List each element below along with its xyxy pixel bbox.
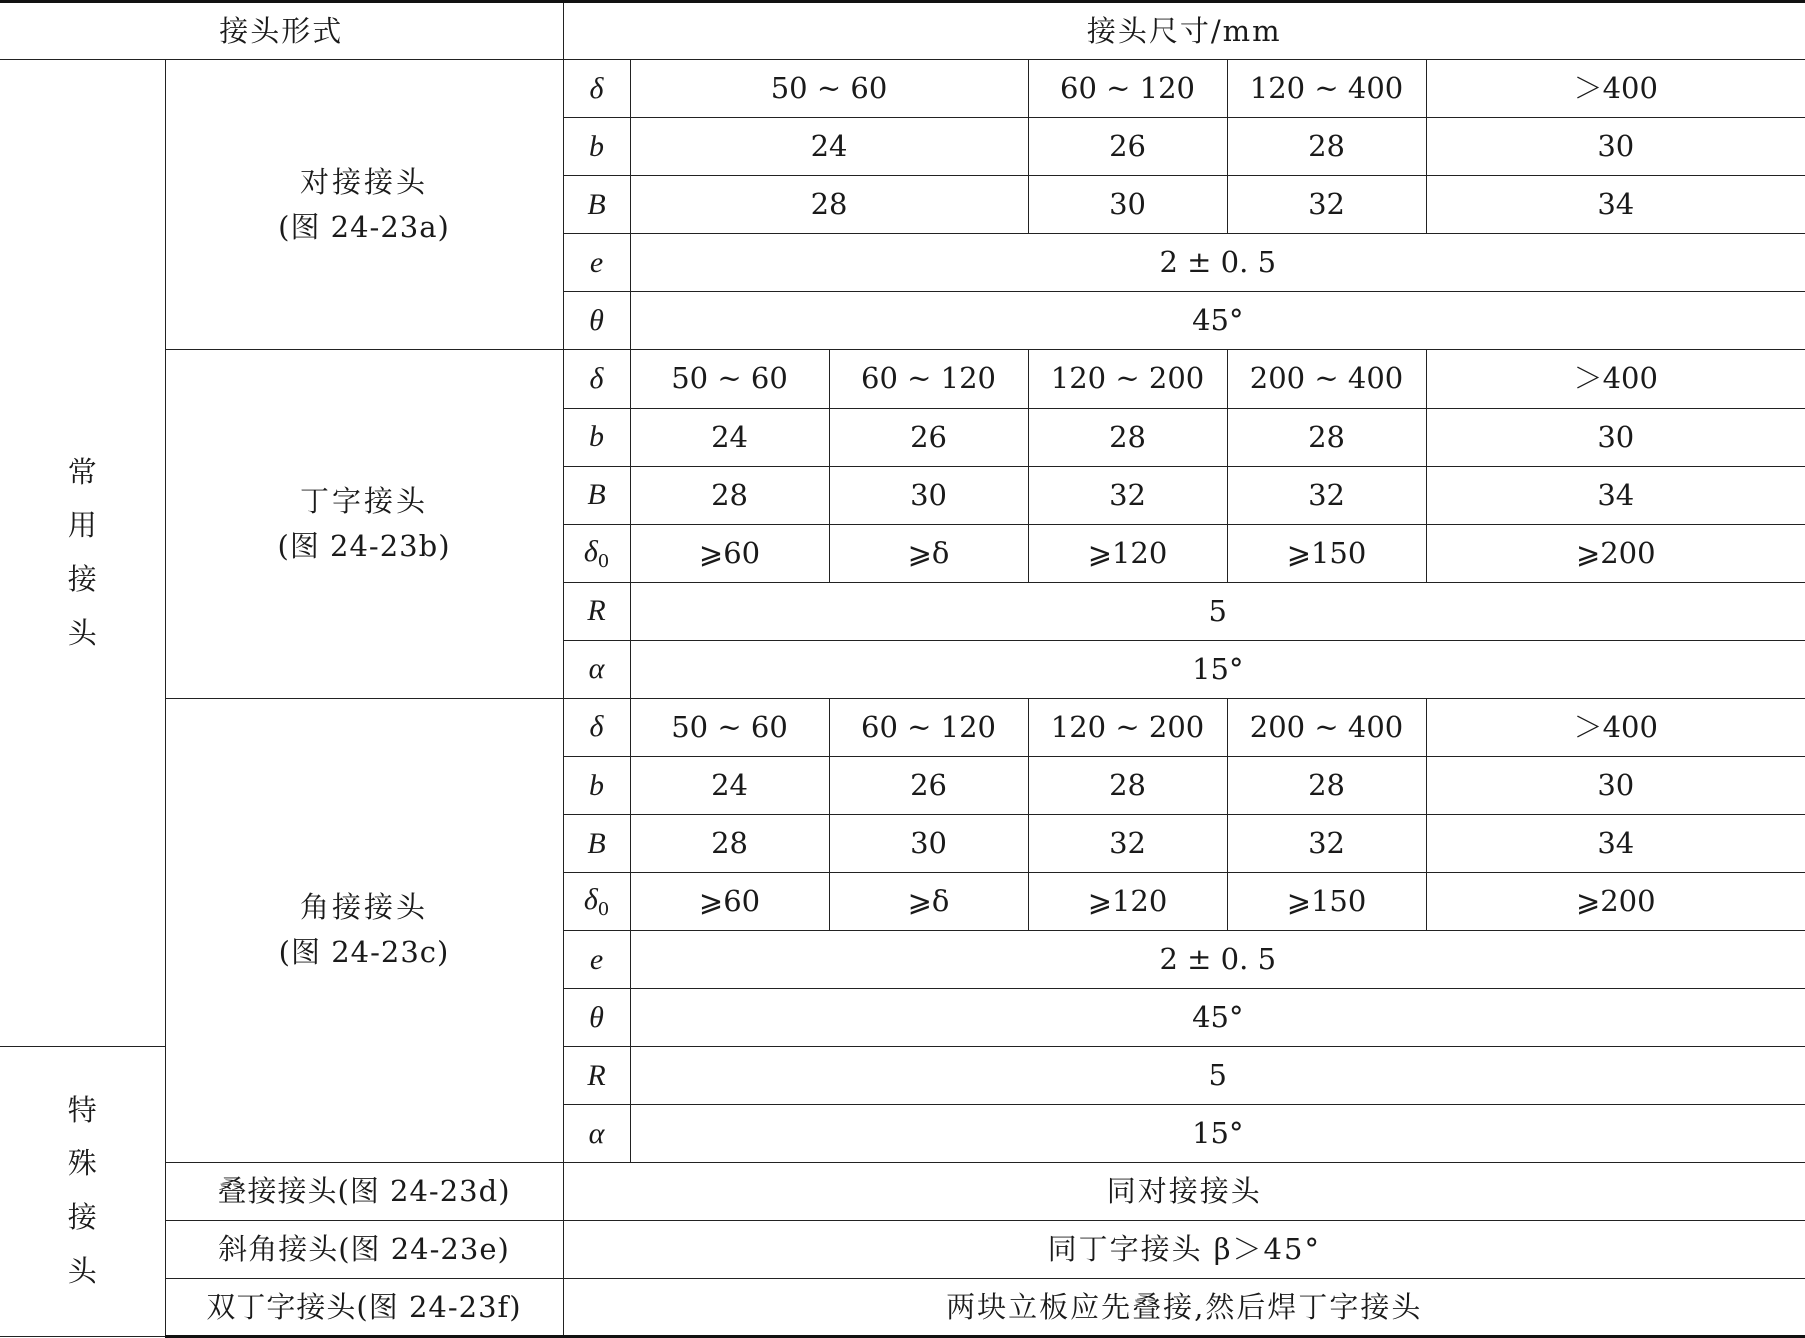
symbol-label: B xyxy=(587,187,606,221)
special-row xyxy=(0,1221,1805,1279)
special-joint-value: 两块立板应先叠接,然后焊丁字接头 xyxy=(563,1279,1805,1337)
category-common xyxy=(0,60,165,1046)
value-cell: 32 xyxy=(1227,815,1426,873)
value-cell: 28 xyxy=(1227,118,1426,176)
value-cell: 45° xyxy=(630,989,1805,1047)
symbol-cell xyxy=(563,524,630,582)
value-cell: 34 xyxy=(1426,176,1805,234)
value-cell: ⩾200 xyxy=(1426,873,1805,931)
symbol-label: R xyxy=(587,594,606,627)
category-special-label: 特殊接头 xyxy=(67,1092,97,1288)
special-row xyxy=(0,1163,1805,1221)
symbol-label: θ xyxy=(589,1000,604,1034)
value-cell: ⩾120 xyxy=(1028,524,1227,582)
symbol-cell xyxy=(563,757,630,815)
symbol-label: b xyxy=(589,768,605,802)
value-cell: ⩾150 xyxy=(1227,524,1426,582)
symbol-cell xyxy=(563,1105,630,1163)
value-cell: 30 xyxy=(1028,176,1227,234)
value-cell: 50 ~ 60 xyxy=(630,60,1028,118)
joint-name-cell xyxy=(165,350,563,699)
symbol-label: α xyxy=(588,1116,605,1150)
value-cell: 32 xyxy=(1028,815,1227,873)
value-cell: 200 ~ 400 xyxy=(1227,698,1426,757)
value-cell: 28 xyxy=(630,176,1028,234)
value-cell: 120 ~ 400 xyxy=(1227,60,1426,118)
value-cell: 200 ~ 400 xyxy=(1227,350,1426,409)
symbol-cell xyxy=(563,350,630,409)
value-cell: 28 xyxy=(1227,757,1426,815)
value-cell: 30 xyxy=(829,815,1028,873)
header-joint-type: 接头形式 xyxy=(0,2,563,60)
symbol-cell xyxy=(563,698,630,757)
value-cell: 30 xyxy=(829,466,1028,524)
category-stack xyxy=(0,60,165,1336)
symbol-label: R xyxy=(587,1058,606,1092)
value-cell: 45° xyxy=(630,292,1805,350)
value-cell: 24 xyxy=(630,408,829,466)
symbol-label: B xyxy=(587,826,606,860)
value-cell: 26 xyxy=(829,757,1028,815)
category-common-label: 常用接头 xyxy=(67,454,97,650)
symbol-label: θ xyxy=(589,303,604,337)
value-cell: 28 xyxy=(630,815,829,873)
table-row xyxy=(0,60,1805,118)
symbol-label: B xyxy=(587,478,606,511)
value-cell: 50 ~ 60 xyxy=(630,698,829,757)
header-row xyxy=(0,2,1805,60)
value-cell: 30 xyxy=(1426,408,1805,466)
symbol-label: δ xyxy=(583,534,598,568)
value-cell: 28 xyxy=(1028,408,1227,466)
value-cell: 34 xyxy=(1426,466,1805,524)
special-row xyxy=(0,1279,1805,1337)
symbol-cell xyxy=(563,873,630,931)
value-cell: 60 ~ 120 xyxy=(1028,60,1227,118)
value-cell: 26 xyxy=(829,408,1028,466)
value-cell: ⩾δ xyxy=(829,873,1028,931)
joint-figure-ref: (图 24-23c) xyxy=(278,935,450,970)
table-body xyxy=(0,2,1805,1337)
table-row xyxy=(0,698,1805,757)
value-cell: ＞400 xyxy=(1426,60,1805,118)
symbol-subscript: 0 xyxy=(597,550,610,572)
symbol-label: e xyxy=(589,245,604,279)
value-cell: ＞400 xyxy=(1426,698,1805,757)
special-joint-name: 双丁字接头(图 24-23f) xyxy=(165,1279,563,1337)
symbol-label: b xyxy=(589,420,605,453)
category-special xyxy=(0,1046,165,1336)
value-cell: ⩾150 xyxy=(1227,873,1426,931)
symbol-label: δ xyxy=(589,361,604,395)
symbol-cell xyxy=(563,292,630,350)
symbol-cell xyxy=(563,582,630,640)
joint-name-cell xyxy=(165,698,563,1163)
value-cell: 32 xyxy=(1227,176,1426,234)
value-cell: 50 ~ 60 xyxy=(630,350,829,409)
value-cell: 30 xyxy=(1426,118,1805,176)
value-cell: 5 xyxy=(630,582,1805,640)
value-cell: 28 xyxy=(630,466,829,524)
symbol-cell xyxy=(563,60,630,118)
value-cell: 2 ± 0. 5 xyxy=(630,234,1805,292)
symbol-cell xyxy=(563,408,630,466)
value-cell: 32 xyxy=(1227,466,1426,524)
value-cell: ⩾200 xyxy=(1426,524,1805,582)
value-cell: 15° xyxy=(630,640,1805,698)
symbol-cell xyxy=(563,931,630,989)
value-cell: 24 xyxy=(630,757,829,815)
special-joint-value: 同对接接头 xyxy=(563,1163,1805,1221)
symbol-cell xyxy=(563,815,630,873)
joint-name: 丁字接头 xyxy=(300,483,429,518)
symbol-label: δ xyxy=(589,710,604,744)
value-cell: ⩾δ xyxy=(829,524,1028,582)
value-cell: 34 xyxy=(1426,815,1805,873)
symbol-label: δ xyxy=(583,883,598,917)
symbol-label: δ xyxy=(589,71,604,105)
value-cell: 120 ~ 200 xyxy=(1028,698,1227,757)
category-column xyxy=(0,60,165,1337)
value-cell: 24 xyxy=(630,118,1028,176)
value-cell: ⩾120 xyxy=(1028,873,1227,931)
value-cell: 60 ~ 120 xyxy=(829,698,1028,757)
symbol-label: e xyxy=(589,942,604,976)
value-cell: 28 xyxy=(1227,408,1426,466)
joint-name-cell xyxy=(165,60,563,350)
joint-figure-ref: (图 24-23a) xyxy=(278,209,450,244)
value-cell: 32 xyxy=(1028,466,1227,524)
symbol-label: α xyxy=(588,652,605,685)
symbol-cell xyxy=(563,1047,630,1105)
joint-name: 角接接头 xyxy=(300,890,429,925)
header-joint-size: 接头尺寸/mm xyxy=(563,2,1805,60)
value-cell: ⩾60 xyxy=(630,873,829,931)
symbol-cell xyxy=(563,466,630,524)
value-cell: ＞400 xyxy=(1426,350,1805,409)
value-cell: 15° xyxy=(630,1105,1805,1163)
joint-name: 对接接头 xyxy=(300,164,429,199)
special-joint-name: 叠接接头(图 24-23d) xyxy=(165,1163,563,1221)
value-cell: 26 xyxy=(1028,118,1227,176)
value-cell: 120 ~ 200 xyxy=(1028,350,1227,409)
value-cell: 60 ~ 120 xyxy=(829,350,1028,409)
value-cell: 2 ± 0. 5 xyxy=(630,931,1805,989)
symbol-cell xyxy=(563,234,630,292)
value-cell: 30 xyxy=(1426,757,1805,815)
symbol-label: b xyxy=(589,129,605,163)
special-joint-name: 斜角接头(图 24-23e) xyxy=(165,1221,563,1279)
symbol-cell xyxy=(563,118,630,176)
table-row xyxy=(0,350,1805,409)
symbol-cell xyxy=(563,989,630,1047)
joint-figure-ref: (图 24-23b) xyxy=(277,528,451,563)
special-joint-value: 同丁字接头 β＞45° xyxy=(563,1221,1805,1279)
symbol-cell xyxy=(563,640,630,698)
value-cell: 5 xyxy=(630,1047,1805,1105)
value-cell: ⩾60 xyxy=(630,524,829,582)
symbol-subscript: 0 xyxy=(597,899,610,921)
symbol-cell xyxy=(563,176,630,234)
value-cell: 28 xyxy=(1028,757,1227,815)
